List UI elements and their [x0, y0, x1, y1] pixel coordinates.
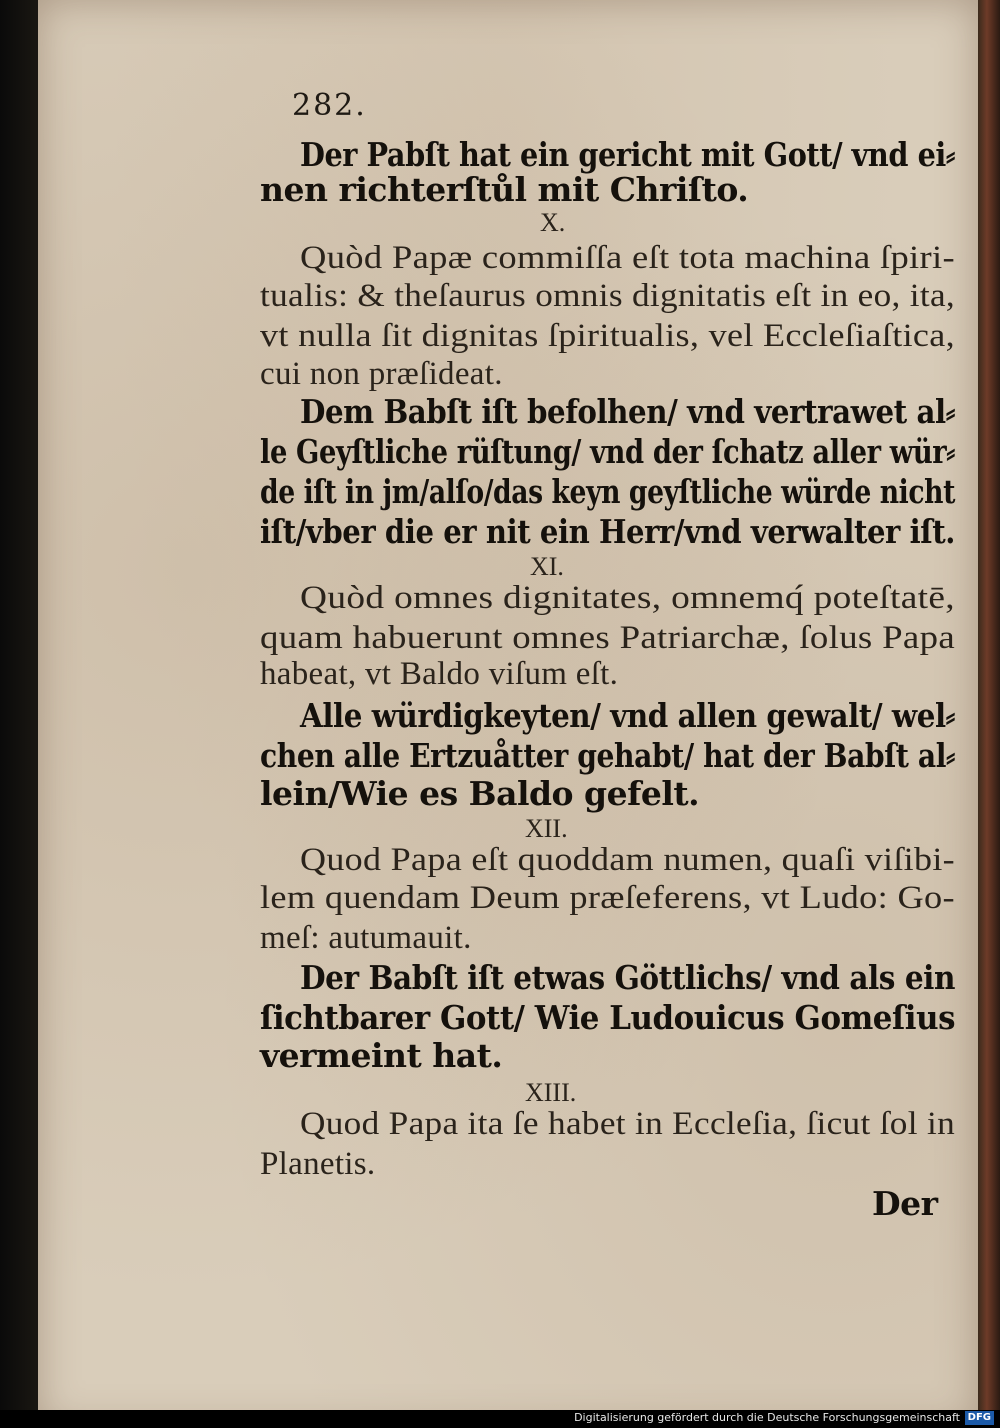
text-line: lem quendam Deum præſeferens, vt Ludo: Go- — [260, 880, 955, 916]
text-line: Planetis. — [260, 1146, 376, 1182]
text-line: Der — [872, 1184, 938, 1223]
text-line: habeat, vt Baldo viſum eſt. — [260, 656, 619, 692]
text-line: vt nulla ſit dignitas ſpiritualis, vel Eccleſiaſtica, — [260, 318, 955, 354]
text-line: Quòd omnes dignitates, omnemq́ poteſtatē, — [300, 580, 955, 616]
text-line: nen richterſtůl mit Chriſto. — [260, 170, 749, 209]
text-line: lein/Wie es Baldo gefelt. — [260, 774, 700, 813]
text-line: le Geyſtliche rüſtung/ vnd der ſchatz aller wür⸗ — [260, 432, 955, 471]
text-line: Quòd Papæ commiſſa eſt tota machina ſpiri- — [300, 240, 955, 276]
text-line: Quod Papa ita ſe habet in Eccleſia, ſicut ſol in — [300, 1106, 955, 1142]
text-line: XI. — [530, 552, 564, 581]
text-line: quam habuerunt omnes Patriarchæ, ſolus Papa — [260, 620, 955, 656]
text-line: X. — [540, 208, 566, 237]
text-line: vermeint hat. — [260, 1036, 503, 1075]
text-line: tualis: & theſaurus omnis dignitatis eſt in eo, ita, — [260, 278, 955, 314]
text-line: Quod Papa eſt quoddam numen, quaſi viſibi- — [300, 842, 955, 878]
text-line: meſ: autumauit. — [260, 920, 472, 956]
dfg-logo-icon: DFG — [965, 1411, 994, 1425]
text-line: XIII. — [525, 1078, 577, 1107]
text-line: XII. — [525, 814, 568, 843]
page-number: 282. — [292, 88, 367, 123]
footer-credit: Digitalisierung gefördert durch die Deutsche Forschungsgemeinschaft — [574, 1411, 960, 1424]
text-line: Alle würdigkeyten/ vnd allen gewalt/ wel⸗ — [300, 696, 955, 735]
book-spine — [0, 0, 38, 1428]
text-line: cui non præſideat. — [260, 356, 503, 392]
text-line: Der Babſt iſt etwas Göttlichs/ vnd als ein — [300, 958, 955, 997]
text-line: iſt/vber die er nit ein Herr/vnd verwalter iſt. — [260, 512, 955, 551]
text-line: ſichtbarer Gott/ Wie Ludouicus Gomeſius — [260, 998, 955, 1037]
text-line: Der Pabſt hat ein gericht mit Gott/ vnd ei⸗ — [300, 135, 955, 174]
text-line: chen alle Ertzuåtter gehabt/ hat der Babſt al⸗ — [260, 736, 955, 775]
text-line: de iſt in jm/alſo/das keyn geyſtliche würde nicht — [260, 472, 955, 511]
text-line: Dem Babſt iſt befolhen/ vnd vertrawet al⸗ — [300, 392, 955, 431]
page-edge — [978, 0, 1000, 1428]
